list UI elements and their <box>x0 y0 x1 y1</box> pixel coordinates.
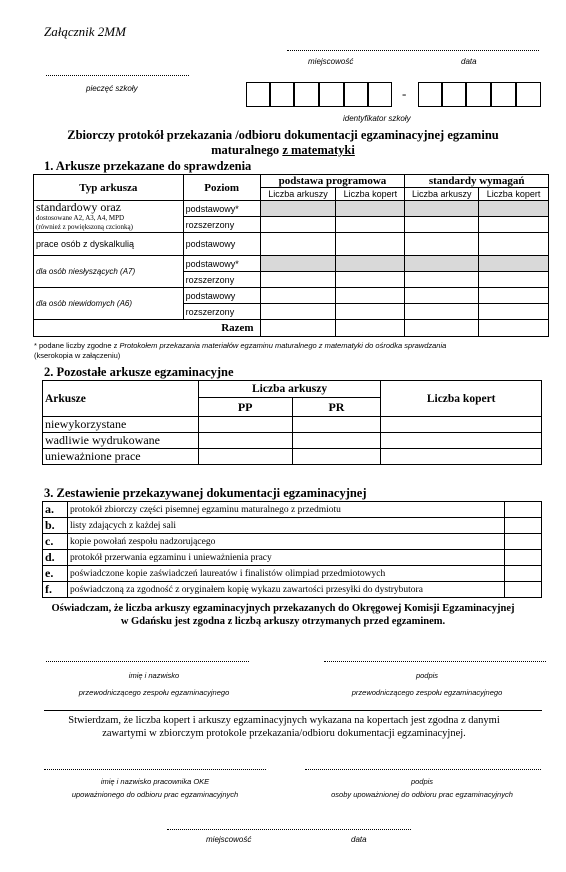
id-digit-box[interactable] <box>270 82 294 107</box>
item-check-cell[interactable] <box>505 534 542 550</box>
date-label: data <box>461 57 477 66</box>
footnote-protocol: Protokołem przekazania materiałów egzaminu maturalnego z matematyki do ośrodka sprawdzania <box>119 341 447 350</box>
input-cell[interactable] <box>336 256 405 272</box>
input-cell[interactable] <box>260 304 336 320</box>
title-line2-prefix: maturalnego <box>211 143 283 157</box>
row-label: wadliwie wydrukowane <box>43 433 199 449</box>
sub-sheets-header: Liczba arkuszy <box>405 188 479 201</box>
input-cell[interactable] <box>479 304 549 320</box>
oke-name-line[interactable] <box>44 769 266 770</box>
declaration <box>40 602 526 628</box>
col-count-header: Liczba arkuszy <box>198 381 381 398</box>
col-envelopes-header: Liczba kopert <box>381 381 542 417</box>
level-cell: podstawowy* <box>183 201 260 217</box>
stamp-line <box>46 75 189 76</box>
footer-place-date-line[interactable] <box>167 829 411 830</box>
level-cell: podstawowy* <box>183 256 260 272</box>
chair-name-line[interactable] <box>46 661 249 662</box>
input-cell[interactable] <box>260 217 336 233</box>
total-label: Razem <box>34 320 261 337</box>
item-text: kopie powołań zespołu nadzorującego <box>67 534 504 550</box>
item-check-cell[interactable] <box>505 582 542 598</box>
input-cell[interactable] <box>381 449 542 465</box>
chair-signature-caption-line1: podpis <box>415 671 439 680</box>
footnote-line2: (kserokopia w załączeniu) <box>34 351 121 360</box>
type-standard-sub2: (również z powiększoną czcionką) <box>36 223 133 231</box>
level-cell: rozszerzony <box>183 272 260 288</box>
oke-signature-caption <box>304 775 540 801</box>
level-cell: rozszerzony <box>183 217 260 233</box>
input-cell[interactable] <box>292 449 381 465</box>
type-standard-cell <box>34 201 184 233</box>
chair-name-caption <box>44 667 264 701</box>
id-digit-box[interactable] <box>418 82 442 107</box>
group-standards-header: standardy wymagań <box>405 175 549 188</box>
section3-table <box>42 501 542 598</box>
section1-heading: 1. Arkusze przekazane do sprawdzenia <box>44 159 252 173</box>
input-cell[interactable] <box>198 449 292 465</box>
input-cell[interactable] <box>405 256 479 272</box>
declaration-line2: w Gdańsku jest zgodna z liczbą arkuszy otrzymanych przed egzaminem. <box>120 616 446 627</box>
type-standard-sub1: dostosowane A2, A3, A4, MPD <box>36 214 125 222</box>
title-line2 <box>40 143 526 158</box>
input-cell[interactable] <box>336 217 405 233</box>
oke-name-caption-line2: upoważnionego do odbioru prac egzaminacyjnych <box>71 790 239 799</box>
total-cell[interactable] <box>479 320 549 337</box>
input-cell[interactable] <box>405 201 479 217</box>
item-letter: f. <box>43 582 68 598</box>
chair-signature-caption-line2: przewodniczącego zespołu egzaminacyjnego <box>351 688 503 697</box>
declaration-line1: Oświadczam, że liczba arkuszy egzaminacyjnych przekazanych do Okręgowej Komisji Egzaminacyjnej <box>51 603 515 614</box>
item-letter: e. <box>43 566 68 582</box>
section2-table <box>42 380 542 465</box>
item-letter: c. <box>43 534 68 550</box>
input-cell[interactable] <box>292 417 381 433</box>
input-cell[interactable] <box>260 272 336 288</box>
item-letter: a. <box>43 502 68 518</box>
item-text: poświadczoną za zgodność z oryginałem kopię wykazu zawartości przesyłki do dystrybutora <box>67 582 504 598</box>
oke-signature-line[interactable] <box>305 769 541 770</box>
input-cell[interactable] <box>405 233 479 256</box>
oke-name-caption-line1: imię i nazwisko pracownika OKE <box>100 777 210 786</box>
id-digit-box[interactable] <box>319 82 344 107</box>
group-curriculum-header: podstawa programowa <box>260 175 405 188</box>
total-cell[interactable] <box>336 320 405 337</box>
input-cell[interactable] <box>381 433 542 449</box>
page-title <box>40 128 526 158</box>
chair-signature-line[interactable] <box>324 661 546 662</box>
id-digit-box[interactable] <box>294 82 319 107</box>
col-pp-header: PP <box>198 398 292 417</box>
type-standard-main: standardowy oraz <box>36 200 121 214</box>
id-digit-box[interactable] <box>246 82 270 107</box>
sub-envelopes-header: Liczba kopert <box>479 188 549 201</box>
input-cell[interactable] <box>479 233 549 256</box>
input-cell[interactable] <box>198 417 292 433</box>
chair-signature-caption <box>316 667 538 701</box>
input-cell[interactable] <box>405 288 479 304</box>
school-id-label: identyfikator szkoły <box>343 114 411 123</box>
row-label: unieważnione prace <box>43 449 199 465</box>
input-cell[interactable] <box>336 233 405 256</box>
id-digit-box[interactable] <box>344 82 368 107</box>
section3-heading: 3. Zestawienie przekazywanej dokumentacji egzaminacyjnej <box>44 486 367 500</box>
input-cell[interactable] <box>479 256 549 272</box>
input-cell[interactable] <box>260 201 336 217</box>
footnote-prefix: * podane liczby zgodne z <box>34 341 120 350</box>
col-level-header: Poziom <box>183 175 260 201</box>
title-subject: z matematyki <box>282 143 355 157</box>
id-digit-box[interactable] <box>442 82 466 107</box>
input-cell[interactable] <box>336 201 405 217</box>
item-check-cell[interactable] <box>505 518 542 534</box>
input-cell[interactable] <box>198 433 292 449</box>
chair-name-caption-line1: imię i nazwisko <box>128 671 180 680</box>
input-cell[interactable] <box>479 201 549 217</box>
total-cell[interactable] <box>260 320 336 337</box>
sub-sheets-header: Liczba arkuszy <box>260 188 336 201</box>
footnote-line1 <box>34 341 549 351</box>
place-date-line[interactable] <box>287 50 539 51</box>
type-dyscalculia-cell: prace osób z dyskalkulią <box>34 233 184 256</box>
item-letter: d. <box>43 550 68 566</box>
level-cell: podstawowy <box>183 233 260 256</box>
sub-envelopes-header: Liczba kopert <box>336 188 405 201</box>
footer-place-label: miejscowość <box>206 835 252 844</box>
input-cell[interactable] <box>479 288 549 304</box>
oke-signature-caption-line1: podpis <box>410 777 434 786</box>
id-dash: - <box>402 86 407 101</box>
item-check-cell[interactable] <box>505 550 542 566</box>
footer-date-label: data <box>351 835 367 844</box>
id-digit-box[interactable] <box>368 82 392 107</box>
type-blind-cell: dla osób niewidomych (A6) <box>34 288 184 320</box>
input-cell[interactable] <box>292 433 381 449</box>
oke-name-caption <box>44 775 266 801</box>
item-letter: b. <box>43 518 68 534</box>
confirmation <box>40 714 528 740</box>
total-cell[interactable] <box>405 320 479 337</box>
input-cell[interactable] <box>405 217 479 233</box>
stamp-label: pieczęć szkoły <box>86 84 138 93</box>
section1-table <box>33 174 549 337</box>
item-text: protokół przerwania egzaminu i unieważnienia pracy <box>67 550 504 566</box>
input-cell[interactable] <box>260 233 336 256</box>
item-text: poświadczone kopie zaświadczeń laureatów i finalistów olimpiad przedmiotowych <box>67 566 504 582</box>
section1-footnote <box>34 341 549 361</box>
type-deaf-cell: dla osób niesłyszących (A7) <box>34 256 184 288</box>
item-check-cell[interactable] <box>505 566 542 582</box>
item-text: protokół zbiorczy części pisemnej egzaminu maturalnego z przedmiotu <box>67 502 504 518</box>
row-label: niewykorzystane <box>43 417 199 433</box>
level-cell: podstawowy <box>183 288 260 304</box>
id-digit-box[interactable] <box>466 82 491 107</box>
id-digit-box[interactable] <box>516 82 541 107</box>
attachment-label: Załącznik 2MM <box>44 24 126 39</box>
input-cell[interactable] <box>260 256 336 272</box>
separator-line <box>44 710 542 711</box>
oke-signature-caption-line2: osoby upoważnionej do odbioru prac egzaminacyjnych <box>331 790 513 799</box>
input-cell[interactable] <box>479 272 549 288</box>
col-type-header: Typ arkusza <box>34 175 184 201</box>
input-cell[interactable] <box>381 417 542 433</box>
confirmation-line1: Stwierdzam, że liczba kopert i arkuszy egzaminacyjnych wykazana na kopertach jest zgodna z danymi <box>68 715 500 726</box>
title-line1: Zbiorczy protokół przekazania /odbioru dokumentacji egzaminacyjnej egzaminu <box>67 128 499 142</box>
section2-heading: 2. Pozostałe arkusze egzaminacyjne <box>44 365 234 379</box>
chair-name-caption-line2: przewodniczącego zespołu egzaminacyjnego <box>78 688 230 697</box>
place-label: miejscowość <box>308 57 354 66</box>
level-cell: rozszerzony <box>183 304 260 320</box>
col-pr-header: PR <box>292 398 381 417</box>
item-check-cell[interactable] <box>505 502 542 518</box>
id-digit-box[interactable] <box>491 82 516 107</box>
input-cell[interactable] <box>260 288 336 304</box>
input-cell[interactable] <box>479 217 549 233</box>
input-cell[interactable] <box>405 272 479 288</box>
item-text: listy zdających z każdej sali <box>67 518 504 534</box>
input-cell[interactable] <box>336 288 405 304</box>
confirmation-line2: zawartymi w zbiorczym protokole przekazania/odbioru dokumentacji egzaminacyjnej. <box>102 728 466 739</box>
col-sheets-header: Arkusze <box>43 381 199 417</box>
input-cell[interactable] <box>336 304 405 320</box>
input-cell[interactable] <box>336 272 405 288</box>
input-cell[interactable] <box>405 304 479 320</box>
